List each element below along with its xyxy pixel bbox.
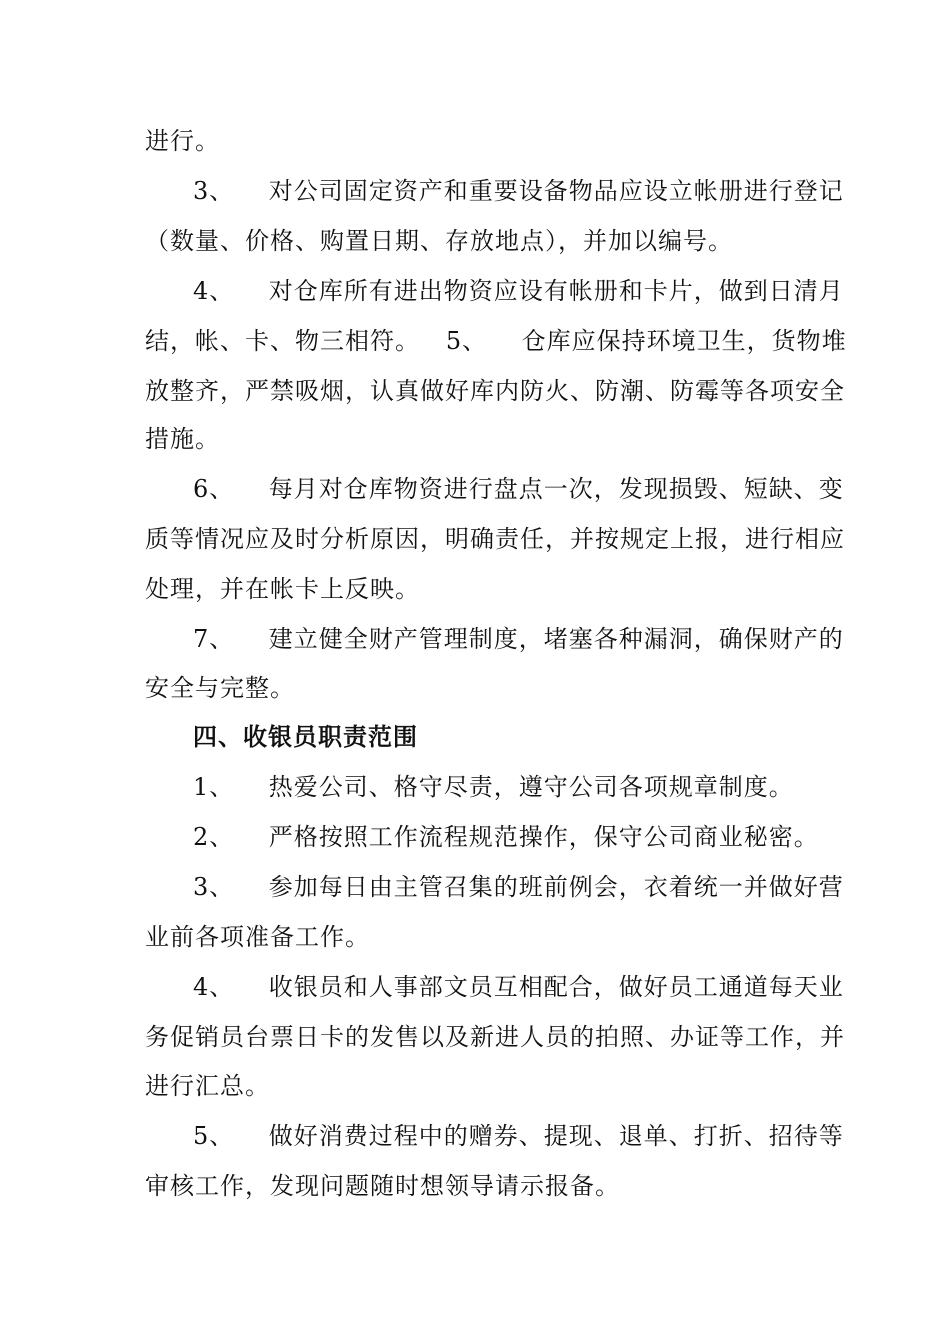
- list-item-7: 7、 建立健全财产管理制度，堵塞各种漏洞，确保财产的: [193, 625, 844, 653]
- text-line: 进行。: [145, 127, 220, 155]
- text-line: 放整齐，严禁吸烟，认真做好库内防火、防潮、防霉等各项安全: [145, 377, 845, 405]
- text-line: 安全与完整。: [145, 674, 295, 702]
- text-line: 务促销员台票日卡的发售以及新进人员的拍照、办证等工作，并: [145, 1023, 845, 1051]
- text-line: 审核工作，发现问题随时想领导请示报备。: [145, 1172, 620, 1200]
- text-line: 结，帐、卡、物三相符。 5、 仓库应保持环境卫生，货物堆: [145, 327, 847, 355]
- text-line: 措施。: [145, 425, 220, 453]
- list-item-3: 3、 对公司固定资产和重要设备物品应设立帐册进行登记: [193, 177, 844, 205]
- list-item-1: 1、 热爱公司、格守尽责，遵守公司各项规章制度。: [193, 773, 794, 801]
- text-line: 进行汇总。: [145, 1072, 270, 1100]
- text-line: 处理，并在帐卡上反映。: [145, 575, 420, 603]
- text-line: 业前各项准备工作。: [145, 923, 370, 951]
- list-item-6: 6、 每月对仓库物资进行盘点一次，发现损毁、短缺、变: [193, 475, 844, 503]
- list-item-5: 5、 做好消费过程中的赠券、提现、退单、打折、招待等: [193, 1122, 844, 1150]
- text-line: （数量、价格、购置日期、存放地点），并加以编号。: [145, 227, 733, 255]
- list-item-3: 3、 参加每日由主管召集的班前例会，衣着统一并做好营: [193, 873, 844, 901]
- text-line: 质等情况应及时分析原因，明确责任，并按规定上报，进行相应: [145, 525, 845, 553]
- section-heading: 四、收银员职责范围: [193, 723, 418, 751]
- list-item-2: 2、 严格按照工作流程规范操作，保守公司商业秘密。: [193, 823, 819, 851]
- list-item-4: 4、 对仓库所有进出物资应设有帐册和卡片，做到日清月: [193, 277, 844, 305]
- list-item-4: 4、 收银员和人事部文员互相配合，做好员工通道每天业: [193, 973, 844, 1001]
